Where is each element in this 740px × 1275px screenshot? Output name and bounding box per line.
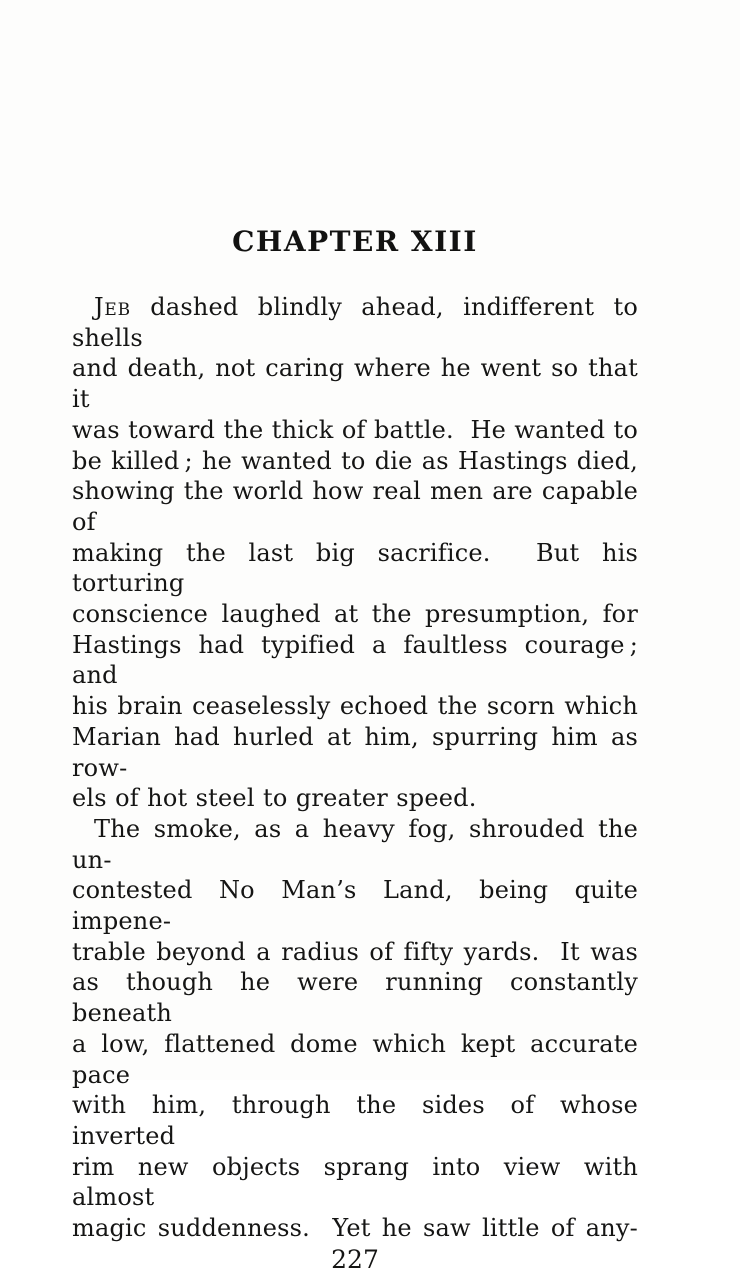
text-line: contested No Man’s Land, being quite impene- [72,876,647,936]
text-block [72,225,647,1275]
text-line: as though he were running constantly beneath [72,968,647,1028]
text-line [72,292,647,353]
lead-word-small-caps: Jeb [94,293,131,321]
text-line: making the last big sacrifice. But his torturing [72,538,647,598]
paragraph-1 [72,292,647,814]
text-line: a low, flattened dome which kept accurate pace [72,1029,647,1089]
text-line-rest: dashed blindly ahead, indifferent to shells [72,293,647,352]
text-line: conscience laughed at the presumption, for [72,600,638,629]
text-line: showing the world how real men are capable of [72,477,647,536]
text-line: magic suddenness. Yet he saw little of any- [72,1214,638,1243]
text-line: trable beyond a radius of fifty yards. It was [72,937,638,966]
page-number: 227 [331,1244,379,1274]
chapter-heading: CHAPTER XIII [232,225,478,258]
text-line: was toward the thick of battle. He wanted to [72,415,638,444]
text-line: be killed ; he wanted to die as Hastings died, [72,446,638,475]
text-line: The smoke, as a heavy fog, shrouded the un- [72,814,647,874]
paragraph-2 [72,814,647,1244]
text-line: els of hot steel to greater speed. [72,784,477,813]
text-line: Hastings had typified a faultless courage ; and [72,630,647,690]
text-line: Marian had hurled at him, spurring him as row- [72,722,647,782]
text-line: with him, through the sides of whose inverted [72,1091,647,1150]
text-line: his brain ceaselessly echoed the scorn which [72,692,638,721]
text-line: and death, not caring where he went so that it [72,354,647,414]
text-line: rim new objects sprang into view with almost [72,1152,647,1212]
